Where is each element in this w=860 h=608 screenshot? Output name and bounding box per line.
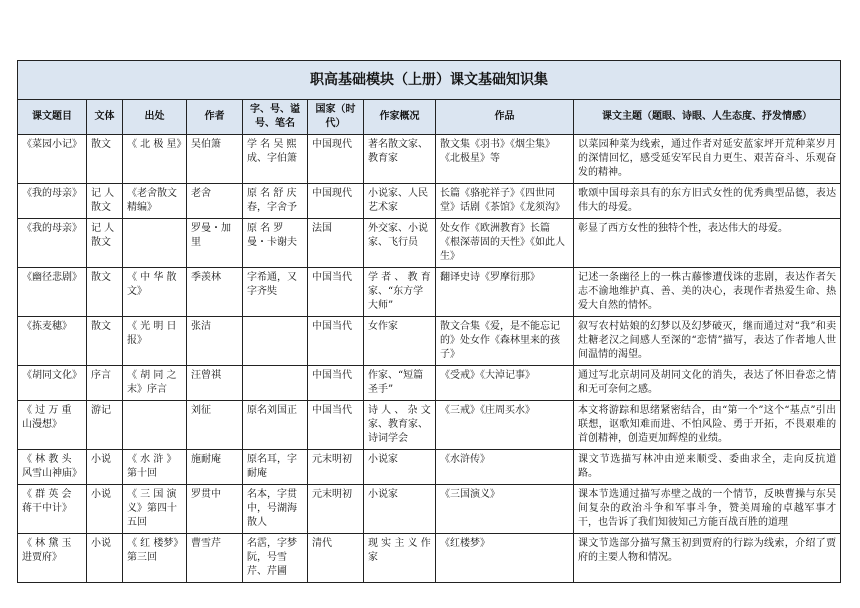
theme-cell: 歌颂中国母亲具有的东方旧式女性的优秀典型品德，表达伟大的母爱。 bbox=[574, 184, 841, 219]
theme-cell: 通过写北京胡同及胡同文化的消失，表达了怀旧眷恋之情和无可奈何之感。 bbox=[574, 366, 841, 401]
author-profile-cell: 女作家 bbox=[364, 317, 436, 366]
genre-cell: 散文 bbox=[87, 317, 123, 366]
column-header: 出处 bbox=[123, 100, 187, 135]
lesson-title-cell: 《我的母亲》 bbox=[18, 184, 87, 219]
genre-cell: 散文 bbox=[87, 268, 123, 317]
author-profile-cell: 学 者 、 教 育家、“东方学大师” bbox=[364, 268, 436, 317]
table-row bbox=[18, 366, 841, 401]
author-cell: 刘征 bbox=[187, 401, 243, 450]
header-row bbox=[18, 100, 841, 135]
source-cell: 《 三 国 演义》第四十五回 bbox=[123, 485, 187, 534]
name-cell: 名霑，字梦阮，号雪芹、芹圃 bbox=[243, 534, 308, 583]
works-cell: 《三国演义》 bbox=[436, 485, 574, 534]
genre-cell: 记 人散文 bbox=[87, 219, 123, 268]
column-header: 文体 bbox=[87, 100, 123, 135]
works-cell: 《水浒传》 bbox=[436, 450, 574, 485]
author-cell: 老舍 bbox=[187, 184, 243, 219]
source-cell bbox=[123, 401, 187, 450]
name-cell: 原名刘国正 bbox=[243, 401, 308, 450]
author-cell: 罗贯中 bbox=[187, 485, 243, 534]
source-cell: 《 中 华 散文》 bbox=[123, 268, 187, 317]
column-header: 国家（时代） bbox=[308, 100, 364, 135]
genre-cell: 游记 bbox=[87, 401, 123, 450]
genre-cell: 序言 bbox=[87, 366, 123, 401]
genre-cell: 小说 bbox=[87, 485, 123, 534]
name-cell bbox=[243, 366, 308, 401]
works-cell: 《受戒》《大淖记事》 bbox=[436, 366, 574, 401]
works-cell: 翻译史诗《罗摩衍那》 bbox=[436, 268, 574, 317]
table-row bbox=[18, 450, 841, 485]
country-era-cell: 元末明初 bbox=[308, 450, 364, 485]
lesson-title-cell: 《 群 英 会 蒋干中计》 bbox=[18, 485, 87, 534]
knowledge-table-container bbox=[17, 60, 840, 583]
name-cell: 原 名 舒 庆春，字舍予 bbox=[243, 184, 308, 219]
works-cell: 《红楼梦》 bbox=[436, 534, 574, 583]
theme-cell: 彰显了西方女性的独特个性，表达伟大的母爱。 bbox=[574, 219, 841, 268]
name-cell: 学 名 吴 熙成、字伯箫 bbox=[243, 135, 308, 184]
table-row bbox=[18, 219, 841, 268]
column-header: 作品 bbox=[436, 100, 574, 135]
author-cell: 曹雪芹 bbox=[187, 534, 243, 583]
name-cell bbox=[243, 317, 308, 366]
table-row bbox=[18, 268, 841, 317]
author-profile-cell: 著名散文家、教育家 bbox=[364, 135, 436, 184]
table-body bbox=[18, 61, 841, 583]
country-era-cell: 中国当代 bbox=[308, 366, 364, 401]
column-header: 字、号、谥号、笔名 bbox=[243, 100, 308, 135]
table-row bbox=[18, 317, 841, 366]
works-cell: 《三戒》《庄周买水》 bbox=[436, 401, 574, 450]
table-row bbox=[18, 534, 841, 583]
theme-cell: 以菜园种菜为线索，通过作者对延安蓝家坪开荒种菜岁月的深情回忆，感受延安军民自力更生、艰苦奋斗、乐观奋发的精神。 bbox=[574, 135, 841, 184]
theme-cell: 课文节选描写林冲由逆来顺受、委曲求全，走向反抗道路。 bbox=[574, 450, 841, 485]
source-cell: 《 光 明 日报》 bbox=[123, 317, 187, 366]
country-era-cell: 法国 bbox=[308, 219, 364, 268]
country-era-cell: 元末明初 bbox=[308, 485, 364, 534]
lesson-title-cell: 《菜园小记》 bbox=[18, 135, 87, 184]
author-profile-cell: 诗 人 、 杂 文家、教育家、诗词学会 bbox=[364, 401, 436, 450]
author-profile-cell: 作家、“短篇圣手” bbox=[364, 366, 436, 401]
theme-cell: 课文节选部分描写黛玉初到贾府的行踪为线索，介绍了贾府的主要人物和情况。 bbox=[574, 534, 841, 583]
theme-cell: 本文将游踪和思绪紧密结合，由“第一个”这个“基点”引出联想，讴歌知难而进、不怕风险、勇于开拓，不畏艰难的首创精神，创造更加辉煌的业绩。 bbox=[574, 401, 841, 450]
country-era-cell: 中国现代 bbox=[308, 184, 364, 219]
source-cell: 《 北 极 星》 bbox=[123, 135, 187, 184]
source-cell: 《老舍散文精编》 bbox=[123, 184, 187, 219]
source-cell bbox=[123, 219, 187, 268]
author-profile-cell: 小说家 bbox=[364, 485, 436, 534]
lesson-title-cell: 《胡同文化》 bbox=[18, 366, 87, 401]
lesson-title-cell: 《幽径悲剧》 bbox=[18, 268, 87, 317]
author-profile-cell: 小说家、人民艺术家 bbox=[364, 184, 436, 219]
genre-cell: 记 人散文 bbox=[87, 184, 123, 219]
theme-cell: 叙写农村姑娘的幻梦以及幻梦破灭，继而通过对“我”和卖灶糖老汉之间感人至深的“恋情”描写，表达了作者地人世间温情的渴望。 bbox=[574, 317, 841, 366]
country-era-cell: 中国当代 bbox=[308, 401, 364, 450]
lesson-title-cell: 《 林 黛 玉 进贾府》 bbox=[18, 534, 87, 583]
theme-cell: 课本节选通过描写赤壁之战的一个情节，反映曹操与东吴间复杂的政治斗争和军事斗争，赞美周瑜的卓越军事才干，也告诉了我们知彼知己方能百战百胜的道理 bbox=[574, 485, 841, 534]
column-header: 作家概况 bbox=[364, 100, 436, 135]
works-cell: 处女作《欧洲教育》长篇《根深蒂固的天性》《如此人生》 bbox=[436, 219, 574, 268]
genre-cell: 小说 bbox=[87, 450, 123, 485]
author-cell: 吴伯箫 bbox=[187, 135, 243, 184]
author-profile-cell: 现 实 主 义 作家 bbox=[364, 534, 436, 583]
lesson-title-cell: 《我的母亲》 bbox=[18, 219, 87, 268]
genre-cell: 小说 bbox=[87, 534, 123, 583]
knowledge-table bbox=[17, 60, 841, 583]
author-profile-cell: 小说家 bbox=[364, 450, 436, 485]
column-header: 课文题目 bbox=[18, 100, 87, 135]
name-cell: 名本，字贯中，号湖海散人 bbox=[243, 485, 308, 534]
source-cell: 《 胡 同 之末》序言 bbox=[123, 366, 187, 401]
table-row bbox=[18, 135, 841, 184]
author-profile-cell: 外交家、小说家、飞行员 bbox=[364, 219, 436, 268]
country-era-cell: 中国当代 bbox=[308, 268, 364, 317]
country-era-cell: 清代 bbox=[308, 534, 364, 583]
lesson-title-cell: 《 过 万 重 山漫想》 bbox=[18, 401, 87, 450]
genre-cell: 散文 bbox=[87, 135, 123, 184]
lesson-title-cell: 《拣麦穗》 bbox=[18, 317, 87, 366]
lesson-title-cell: 《 林 教 头 风雪山神庙》 bbox=[18, 450, 87, 485]
table-row bbox=[18, 184, 841, 219]
author-cell: 施耐庵 bbox=[187, 450, 243, 485]
title-row bbox=[18, 61, 841, 100]
column-header: 作者 bbox=[187, 100, 243, 135]
theme-cell: 记述一条幽径上的一株古藤惨遭伐诛的悲剧，表达作者矢志不渝地维护真、善、美的决心，表现作者热爱生命、热爱大自然的情怀。 bbox=[574, 268, 841, 317]
author-cell: 汪曾祺 bbox=[187, 366, 243, 401]
name-cell: 字希通，又字齐奘 bbox=[243, 268, 308, 317]
name-cell: 原名耳，字耐庵 bbox=[243, 450, 308, 485]
country-era-cell: 中国现代 bbox=[308, 135, 364, 184]
author-cell: 罗曼・加里 bbox=[187, 219, 243, 268]
author-cell: 张洁 bbox=[187, 317, 243, 366]
source-cell: 《 水 浒 》第十回 bbox=[123, 450, 187, 485]
works-cell: 散文合集《爱，是不能忘记的》处女作《森林里来的孩子》 bbox=[436, 317, 574, 366]
name-cell: 原 名 罗曼・卡谢夫 bbox=[243, 219, 308, 268]
page-title: 职高基础模块（上册）课文基础知识集 bbox=[18, 61, 841, 100]
works-cell: 散文集《羽书》《烟尘集》《北极星》等 bbox=[436, 135, 574, 184]
source-cell: 《 红 楼梦》第三回 bbox=[123, 534, 187, 583]
works-cell: 长篇《骆驼祥子》《四世同堂》话剧《茶馆》《龙须沟》 bbox=[436, 184, 574, 219]
author-cell: 季羡林 bbox=[187, 268, 243, 317]
country-era-cell: 中国当代 bbox=[308, 317, 364, 366]
table-row bbox=[18, 485, 841, 534]
column-header: 课文主题（题眼、诗眼、人生态度、抒发情感） bbox=[574, 100, 841, 135]
table-row bbox=[18, 401, 841, 450]
